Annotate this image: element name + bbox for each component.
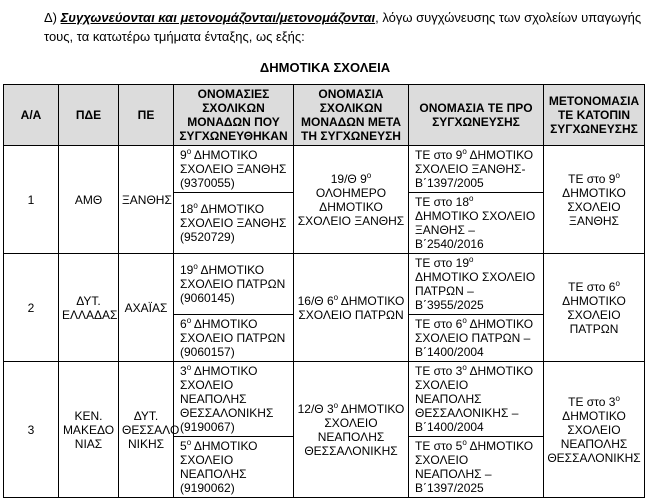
ordinal-suffix: ο: [186, 316, 192, 325]
cell-aa: 1: [4, 146, 59, 254]
ordinal-suffix: ο: [186, 363, 192, 372]
intro-paragraph: [44, 8, 644, 46]
cell-merged-school: [174, 254, 294, 315]
text-part: ΔΗΜΟΤΙΚΟ ΣΧΟΛΕΙΟ ΞΑΝΘΗΣ (9370055): [180, 148, 287, 190]
section-heading: ΔΗΜΟΤΙΚΑ ΣΧΟΛΕΙΑ: [259, 60, 391, 75]
table-body: [4, 146, 645, 498]
cell-te-before: [409, 315, 544, 362]
cell-pe: ΞΑΝΘΗΣ: [119, 146, 174, 254]
header-pe: ΠΕ: [119, 85, 174, 146]
text-part: ΤΕ στο 3: [415, 364, 463, 378]
table-row: [4, 362, 645, 437]
text-part: 12/Θ 3: [297, 401, 334, 416]
cell-name-after-merge: [294, 362, 409, 498]
intro-rest: , λόγω συγχώνευσης των σχολείων υπαγωγής τους, τα κατωτέρω τμήματα ένταξης, ως εξής:: [44, 10, 642, 44]
table-header-row: [4, 85, 645, 146]
cell-te-rename: [544, 362, 645, 498]
text-part: ΤΕ στο 5: [415, 439, 463, 453]
ordinal-suffix: ο: [193, 262, 198, 271]
ordinal-suffix: ο: [469, 255, 474, 264]
cell-merged-school: [174, 193, 294, 254]
cell-merged-school: [174, 437, 294, 498]
text-part: ΤΕ στο 6: [415, 317, 463, 331]
text-part: 5: [180, 439, 187, 453]
cell-merged-school: [174, 362, 294, 437]
text-part: ΔΗΜΟΤΙΚΟ ΣΧΟΛΕΙΟ ΠΑΤΡΩΝ – Β΄1400/2004: [415, 317, 534, 359]
header-name-after-merge: ΟΝΟΜΑΣΙΑ ΣΧΟΛΙΚΩΝ ΜΟΝΑΔΩΝ ΜΕΤΑ ΤΗ ΣΥΓΧΩΝΕΥΣΗ: [294, 85, 409, 146]
text-part: ΔΗΜΟΤΙΚΟ ΣΧΟΛΕΙΟ ΠΑΤΡΩΝ: [298, 293, 405, 322]
text-part: ΔΗΜΟΤΙΚΟ ΣΧΟΛΕΙΟ ΞΑΝΘΗΣ – Β΄2540/2016: [415, 209, 536, 251]
text-part: 9: [180, 148, 187, 162]
cell-pde: ΔΥΤ. ΕΛΛΑΔΑΣ: [59, 254, 119, 362]
cell-pe: ΔΥΤ. ΘΕΣΣΑΛΟ ΝΙΚΗΣ: [119, 362, 174, 498]
ordinal-suffix: ο: [615, 278, 620, 288]
text-part: ΔΗΜΟΤΙΚΟ ΣΧΟΛΕΙΟ ΞΑΝΘΗΣ: [562, 185, 626, 228]
intro-emphasis: Συγχωνεύονται και μετονομάζονται/μετονομάζονται: [60, 10, 376, 25]
cell-pde: ΚΕΝ. ΜΑΚΕΔΟ ΝΙΑΣ: [59, 362, 119, 498]
ordinal-suffix: ο: [333, 292, 339, 302]
header-merged-schools: ΟΝΟΜΑΣΙΕΣ ΣΧΟΛΙΚΩΝ ΜΟΝΑΔΩΝ ΠΟΥ ΣΥΓΧΩΝΕΥΘΗΚΑΝ: [174, 85, 294, 146]
text-part: 18: [180, 202, 194, 216]
text-part: ΟΛΟΗΜΕΡΟ ΔΗΜΟΤΙΚΟ ΣΧΟΛΕΙΟ ΞΑΝΘΗΣ: [297, 185, 405, 228]
cell-name-after-merge: [294, 254, 409, 362]
text-part: ΤΕ στο 6: [568, 279, 616, 294]
cell-te-rename: [544, 146, 645, 254]
ordinal-suffix: ο: [469, 194, 474, 203]
ordinal-suffix: ο: [186, 147, 192, 156]
text-part: ΤΕ στο 18: [415, 195, 469, 209]
cell-te-before: [409, 362, 544, 437]
text-part: ΔΗΜΟΤΙΚΟ ΣΧΟΛΕΙΟ ΝΕΑΠΟΛΗΣ ΘΕΣΣΑΛΟΝΙΚΗΣ (9190067): [180, 364, 274, 434]
header-te-before: ΟΝΟΜΑΣΙΑ ΤΕ ΠΡΟ ΣΥΓΧΩΝΕΥΣΗΣ: [409, 85, 544, 146]
intro-prefix: Δ): [44, 10, 61, 25]
cell-te-before: [409, 437, 544, 498]
text-part: 16/Θ 6: [297, 293, 334, 308]
cell-pde: ΑΜΘ: [59, 146, 119, 254]
header-te-rename: ΜΕΤΟΝΟΜΑΣΙΑ ΤΕ ΚΑΤΟΠΙΝ ΣΥΓΧΩΝΕΥΣΗΣ: [544, 85, 645, 146]
text-part: ΤΕ στο 19: [415, 256, 469, 270]
cell-aa: 2: [4, 254, 59, 362]
text-part: ΤΕ στο 9: [415, 148, 463, 162]
text-part: 19: [180, 263, 194, 277]
ordinal-suffix: ο: [615, 393, 620, 403]
text-part: ΤΕ στο 3: [568, 394, 616, 409]
ordinal-suffix: ο: [366, 170, 372, 180]
ordinal-suffix: ο: [615, 170, 620, 180]
ordinal-suffix: ο: [462, 316, 467, 325]
text-part: 3: [180, 364, 187, 378]
text-part: ΔΗΜΟΤΙΚΟ ΣΧΟΛΕΙΟ ΝΕΑΠΟΛΗΣ ΘΕΣΣΑΛΟΝΙΚΗΣ: [304, 401, 405, 458]
text-part: ΔΗΜΟΤΙΚΟ ΣΧΟΛΕΙΟ ΠΑΤΡΩΝ (9060145): [180, 263, 286, 305]
header-pde: ΠΔΕ: [59, 85, 119, 146]
header-aa: Α/Α: [4, 85, 59, 146]
cell-merged-school: [174, 146, 294, 193]
text-part: ΔΗΜΟΤΙΚΟ ΣΧΟΛΕΙΟ ΠΑΤΡΩΝ: [562, 293, 626, 336]
ordinal-suffix: ο: [462, 147, 467, 156]
text-part: ΔΗΜΟΤΙΚΟ ΣΧΟΛΕΙΟ ΠΑΤΡΩΝ (9060157): [180, 317, 286, 359]
cell-te-before: [409, 254, 544, 315]
schools-table: [3, 84, 645, 498]
text-part: ΤΕ στο 9: [568, 171, 616, 186]
ordinal-suffix: ο: [462, 438, 467, 447]
ordinal-suffix: ο: [193, 201, 198, 210]
cell-merged-school: [174, 315, 294, 362]
text-part: ΔΗΜΟΤΙΚΟ ΣΧΟΛΕΙΟ ΞΑΝΘΗΣ- Β΄1397/2005: [415, 148, 534, 190]
cell-te-before: [409, 193, 544, 254]
cell-te-rename: [544, 254, 645, 362]
text-part: ΔΗΜΟΤΙΚΟ ΣΧΟΛΕΙΟ ΝΕΑΠΟΛΗΣ (9190062): [180, 439, 258, 495]
text-part: ΔΗΜΟΤΙΚΟ ΣΧΟΛΕΙΟ ΝΕΑΠΟΛΗΣ – Β΄1397/2025: [415, 439, 534, 495]
text-part: ΔΗΜΟΤΙΚΟ ΣΧΟΛΕΙΟ ΝΕΑΠΟΛΗΣ ΘΕΣΣΑΛΟΝΙΚΗΣ – Β΄1400/2004: [415, 364, 534, 434]
text-part: ΔΗΜΟΤΙΚΟ ΣΧΟΛΕΙΟ ΠΑΤΡΩΝ – Β΄3955/2025: [415, 270, 536, 312]
table-row: [4, 146, 645, 193]
text-part: 19/Θ 9: [330, 171, 367, 186]
cell-name-after-merge: [294, 146, 409, 254]
text-part: 6: [180, 317, 187, 331]
ordinal-suffix: ο: [462, 363, 467, 372]
cell-pe: ΑΧΑΪΑΣ: [119, 254, 174, 362]
text-part: ΔΗΜΟΤΙΚΟ ΣΧΟΛΕΙΟ ΞΑΝΘΗΣ (9520729): [180, 202, 287, 244]
cell-aa: 3: [4, 362, 59, 498]
table-row: [4, 254, 645, 315]
ordinal-suffix: ο: [333, 400, 339, 410]
ordinal-suffix: ο: [186, 438, 192, 447]
text-part: ΔΗΜΟΤΙΚΟ ΣΧΟΛΕΙΟ ΝΕΑΠΟΛΗΣ ΘΕΣΣΑΛΟΝΙΚΗΣ: [547, 408, 641, 465]
cell-te-before: [409, 146, 544, 193]
